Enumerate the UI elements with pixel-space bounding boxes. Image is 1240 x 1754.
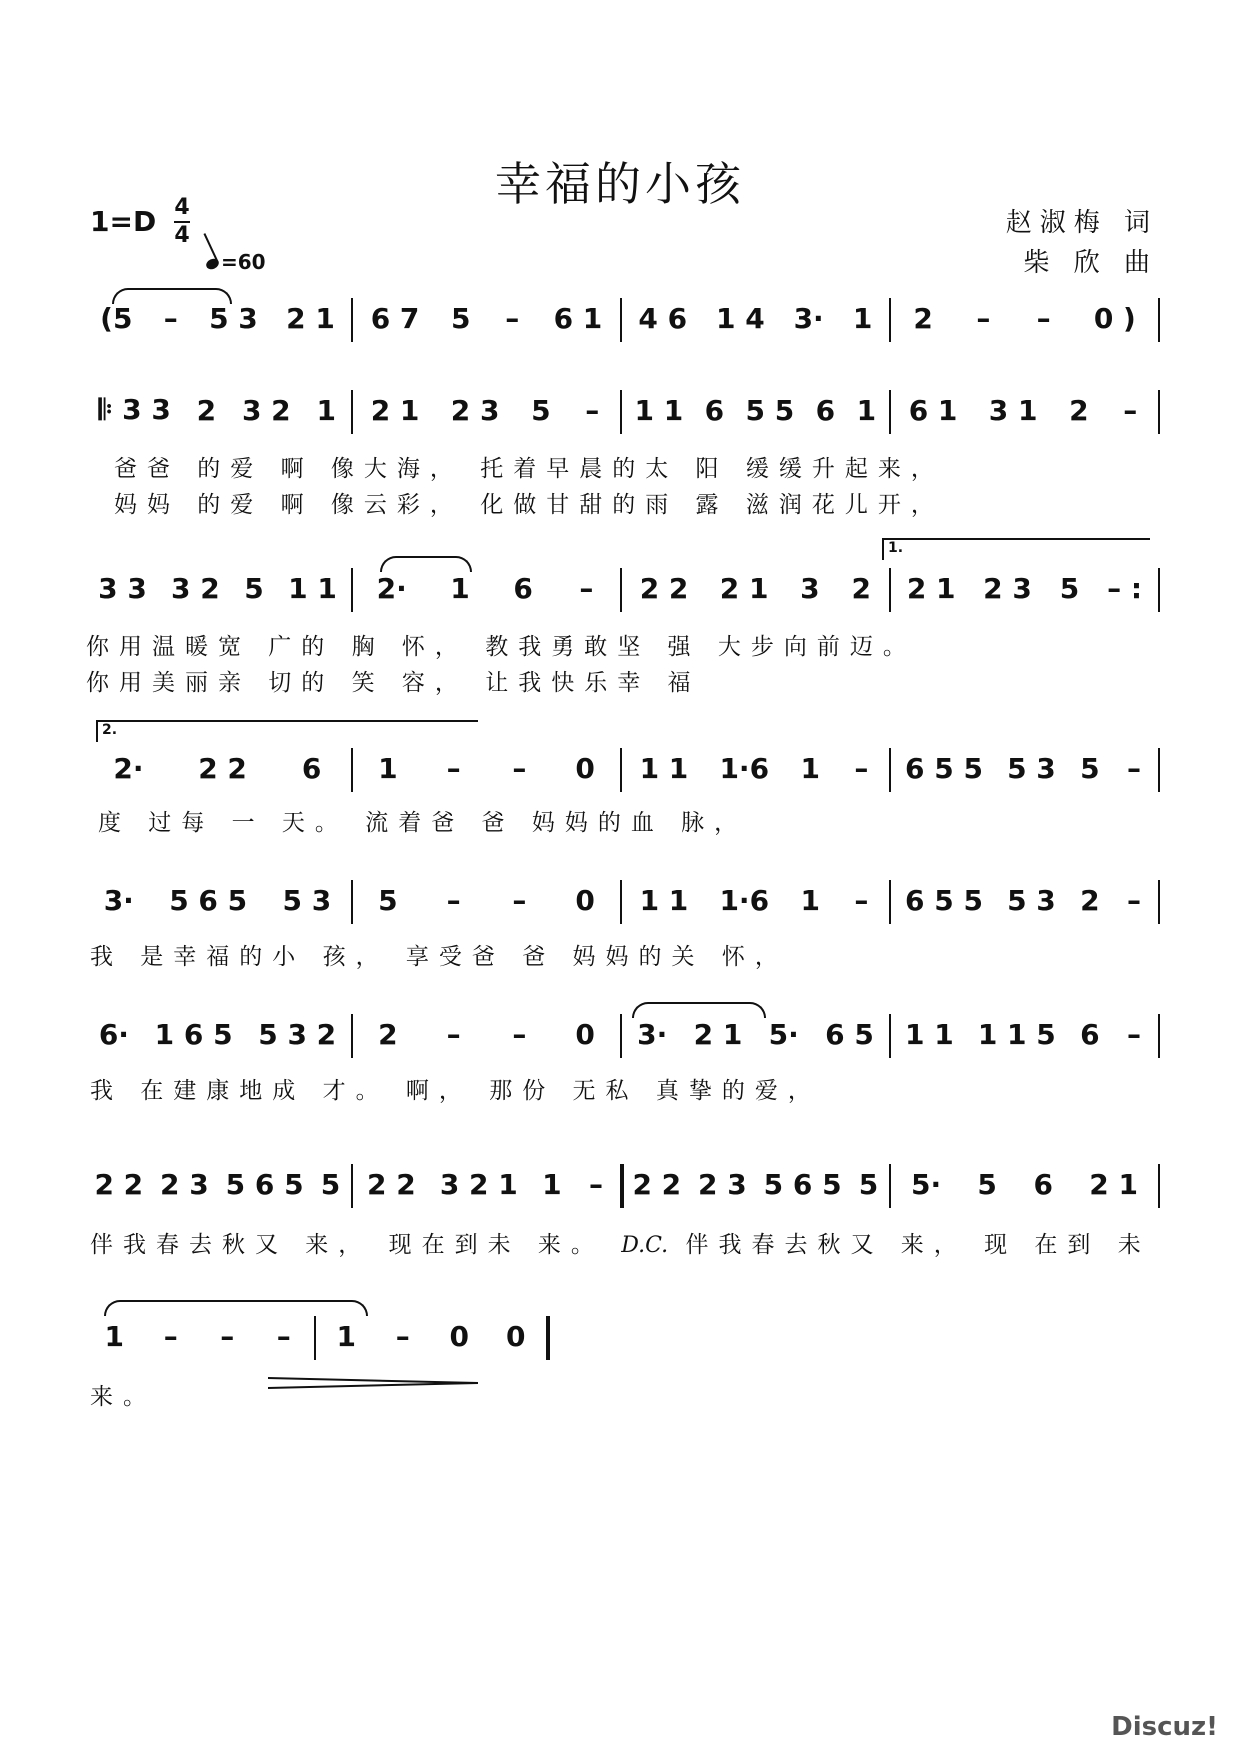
note: 6 1 xyxy=(908,393,958,427)
note: 6 xyxy=(815,393,836,427)
lyric-line: 我 是幸福的小 孩， 享受爸 爸 妈妈的关 怀， xyxy=(90,944,788,970)
key-signature: 1=D xyxy=(90,205,157,238)
note: 3 1 xyxy=(988,393,1038,427)
note: – xyxy=(854,751,869,785)
note: 0 xyxy=(449,1319,469,1353)
measure xyxy=(893,380,1156,440)
note: 2· xyxy=(376,571,407,605)
note: 6 xyxy=(704,393,725,427)
note: – xyxy=(1123,393,1138,427)
lyricist-credit: 赵淑梅 词 xyxy=(1005,208,1158,238)
note: 2 2 xyxy=(639,571,689,605)
barline xyxy=(889,568,891,612)
note: 0 ) xyxy=(1093,301,1136,335)
barline xyxy=(620,298,622,342)
tempo-marking: =60 xyxy=(206,250,266,274)
note: 6· xyxy=(98,1017,129,1051)
note: 5 xyxy=(378,883,398,917)
notation-line xyxy=(86,288,1162,348)
note: 6 xyxy=(513,571,533,605)
note: 2 1 xyxy=(719,571,769,605)
composer-credit: 柴 欣 曲 xyxy=(1023,248,1158,278)
final-barline xyxy=(546,1316,550,1360)
note: 5 xyxy=(244,571,264,605)
measure xyxy=(355,738,618,798)
note: 0 xyxy=(575,1017,595,1051)
note: 5 3 2 xyxy=(258,1017,337,1051)
measure xyxy=(893,1154,1156,1214)
note: 0 xyxy=(575,883,595,917)
decrescendo-mark xyxy=(268,1376,478,1390)
note: 5 3 xyxy=(1007,883,1056,917)
barline xyxy=(1158,298,1160,342)
note: 2 3 xyxy=(698,1167,747,1201)
note: 5 3 xyxy=(1007,751,1056,785)
note: – xyxy=(446,883,461,917)
note: 2 1 xyxy=(286,301,335,335)
lyric-line: 我 在建康地成 才。 啊， 那份 无私 真挚的爱， xyxy=(90,1078,821,1104)
notation-line xyxy=(86,738,1162,798)
measure xyxy=(355,1004,618,1064)
note: 3· xyxy=(103,883,134,917)
note: – xyxy=(1126,1017,1141,1051)
measure xyxy=(86,558,349,618)
note: 5 xyxy=(451,301,471,335)
note: 2 1 xyxy=(370,393,420,427)
notation-line xyxy=(86,558,1162,618)
barline xyxy=(1158,568,1160,612)
note: 2 1 xyxy=(906,571,956,605)
note: 2 1 xyxy=(1089,1167,1138,1201)
note: 1 xyxy=(104,1319,124,1353)
barline xyxy=(620,568,622,612)
note: 5 6 5 xyxy=(763,1167,842,1201)
measure xyxy=(86,1004,349,1064)
note: 1 xyxy=(852,301,873,335)
note: – xyxy=(505,301,520,335)
measure xyxy=(893,558,1156,618)
barline xyxy=(351,1164,353,1208)
lyric-line: 你用美丽亲 切的 笑 容， 让我快乐幸 福 xyxy=(86,670,701,696)
note: 2 2 xyxy=(94,1167,144,1201)
lyric-line: 度 过每 一 天。 流着爸 爸 妈妈的血 脉， xyxy=(98,810,748,836)
note: – xyxy=(854,883,869,917)
note: 2 xyxy=(378,1017,398,1051)
lyric-line: 妈妈 的爱 啊 像云彩， 化做甘甜的雨 露 滋润花儿开， xyxy=(114,492,944,518)
barline xyxy=(620,880,622,924)
note: – xyxy=(579,571,594,605)
barline xyxy=(351,390,353,434)
barline xyxy=(351,298,353,342)
note: – xyxy=(220,1319,235,1353)
barline xyxy=(889,1014,891,1058)
note: – xyxy=(512,883,527,917)
note: 1 1 xyxy=(905,1017,954,1051)
note: 3· xyxy=(793,301,824,335)
lyric-line: 来。 xyxy=(90,1384,156,1410)
measure xyxy=(624,288,887,348)
note: 2 xyxy=(913,301,933,335)
note: 2· xyxy=(113,751,144,785)
measure xyxy=(893,738,1156,798)
note: – xyxy=(163,1319,178,1353)
barline xyxy=(1158,1164,1160,1208)
volta-second-ending: 2. xyxy=(96,720,478,742)
note: – xyxy=(1036,301,1051,335)
note: 6 5 5 xyxy=(905,883,983,917)
note: 6 5 xyxy=(825,1017,874,1051)
note: 3 2 1 xyxy=(439,1167,518,1201)
note: 1 xyxy=(336,1319,356,1353)
note: – : xyxy=(1107,571,1143,605)
notation-line xyxy=(86,1004,1162,1064)
note: – xyxy=(446,1017,461,1051)
note: 5 xyxy=(1059,571,1080,605)
note: 0 xyxy=(506,1319,526,1353)
note: 0 xyxy=(575,751,595,785)
note: – xyxy=(163,301,178,335)
note: 1 1 xyxy=(634,393,684,427)
note: 2 1 xyxy=(693,1017,743,1051)
note: 3 2 xyxy=(241,393,291,427)
note: 5 xyxy=(1080,751,1100,785)
note: 1·6 xyxy=(719,751,770,785)
time-sig-top: 4 xyxy=(174,195,190,220)
barline xyxy=(351,880,353,924)
note: 1 xyxy=(450,571,470,605)
measure xyxy=(624,870,887,930)
volta-first-ending: 1. xyxy=(882,538,1150,560)
note: 6 xyxy=(1033,1167,1053,1201)
note: 1 xyxy=(800,883,820,917)
barline xyxy=(620,390,622,434)
note: 4 6 xyxy=(638,301,688,335)
notation-line xyxy=(86,380,1162,440)
measure xyxy=(355,870,618,930)
note: 3 2 xyxy=(171,571,220,605)
note: – xyxy=(588,1167,603,1201)
note: – xyxy=(1126,883,1141,917)
note: 1 xyxy=(856,393,877,427)
note: 5 xyxy=(320,1167,341,1201)
note: 1 xyxy=(542,1167,562,1201)
barline xyxy=(620,748,622,792)
watermark: Discuz! xyxy=(1111,1712,1218,1742)
measure xyxy=(893,870,1156,930)
note: 5 3 xyxy=(209,301,258,335)
note: 2 3 xyxy=(983,571,1032,605)
barline xyxy=(351,748,353,792)
note: – xyxy=(276,1319,291,1353)
time-sig-bottom: 4 xyxy=(174,223,190,248)
note: 5 6 5 xyxy=(225,1167,304,1201)
measure xyxy=(624,1154,887,1214)
note: 2 xyxy=(1069,393,1089,427)
note: 6 xyxy=(1080,1017,1100,1051)
note: 2 2 xyxy=(367,1167,416,1201)
note: 1 1 xyxy=(639,751,689,785)
note: 2 2 xyxy=(198,751,247,785)
note: 1 1 5 xyxy=(977,1017,1056,1051)
barline xyxy=(314,1316,316,1360)
note: 6 1 xyxy=(553,301,603,335)
note: 6 xyxy=(301,751,322,785)
barline xyxy=(889,1164,891,1208)
measure xyxy=(86,870,349,930)
time-signature xyxy=(174,196,190,248)
note: 6 5 5 xyxy=(905,751,983,785)
barline xyxy=(1158,748,1160,792)
barline xyxy=(889,390,891,434)
note: – xyxy=(1126,751,1141,785)
note: 𝄆 3 3 xyxy=(98,393,171,426)
note: 5 xyxy=(858,1167,879,1201)
measure xyxy=(624,738,887,798)
measure xyxy=(86,380,349,440)
note: 3 3 xyxy=(98,571,147,605)
note: 1·6 xyxy=(719,883,770,917)
note: 1 xyxy=(378,751,398,785)
measure xyxy=(355,288,618,348)
tie xyxy=(112,288,232,304)
barline xyxy=(889,298,891,342)
note: 3· xyxy=(637,1017,668,1051)
note: – xyxy=(446,751,461,785)
measure xyxy=(355,1154,618,1214)
tie xyxy=(380,556,472,572)
notation-line xyxy=(86,1154,1162,1214)
notation-line xyxy=(86,870,1162,930)
barline xyxy=(1158,390,1160,434)
note: 1 1 xyxy=(639,883,689,917)
note: 1 4 xyxy=(716,301,765,335)
note: – xyxy=(585,393,600,427)
barline xyxy=(1158,880,1160,924)
note: – xyxy=(976,301,991,335)
barline xyxy=(351,1014,353,1058)
barline xyxy=(1158,1014,1160,1058)
note: 1 xyxy=(316,393,336,427)
song-title: 幸福的小孩 xyxy=(495,157,745,211)
barline xyxy=(351,568,353,612)
note: 2 xyxy=(1080,883,1100,917)
measure xyxy=(893,288,1156,348)
note: – xyxy=(512,751,527,785)
note: 5· xyxy=(768,1017,799,1051)
measure xyxy=(624,558,887,618)
da-capo-mark: D.C. xyxy=(621,1233,669,1258)
note: 3 xyxy=(800,571,820,605)
measure xyxy=(86,1154,349,1214)
note: 6 7 xyxy=(370,301,420,335)
lyric-line: 爸爸 的爱 啊 像大海， 托着早晨的太 阳 缓缓升起来， xyxy=(114,456,944,482)
note: 5· xyxy=(911,1167,942,1201)
note: 1 xyxy=(800,751,820,785)
note: – xyxy=(395,1319,410,1353)
measure xyxy=(355,380,618,440)
measure xyxy=(86,738,349,798)
note: 1 1 xyxy=(288,571,337,605)
note: 2 xyxy=(851,571,872,605)
quarter-note-icon xyxy=(204,257,220,272)
note: 5 xyxy=(531,393,551,427)
note: 2 2 xyxy=(632,1167,682,1201)
barline xyxy=(620,1014,622,1058)
tie xyxy=(104,1300,368,1316)
lyric-line: 伴我春去秋又 来， 现在到未 来。 D.C. 伴我春去秋又 来， 现 在到 未 xyxy=(90,1232,1151,1258)
note: 5 5 xyxy=(745,393,795,427)
barline xyxy=(889,880,891,924)
note: 2 3 xyxy=(160,1167,209,1201)
note: 2 xyxy=(196,393,217,427)
measure xyxy=(624,380,887,440)
note: 2 3 xyxy=(450,393,500,427)
lyric-line: 你用温暖宽 广的 胸 怀， 教我勇敢坚 强 大步向前迈。 xyxy=(86,634,916,660)
note: 1 6 5 xyxy=(154,1017,233,1051)
measure xyxy=(893,1004,1156,1064)
barline xyxy=(889,748,891,792)
tie xyxy=(632,1002,766,1018)
note: 5 6 5 xyxy=(169,883,248,917)
note: – xyxy=(512,1017,527,1051)
note: 5 3 xyxy=(282,883,332,917)
note: (5 xyxy=(100,301,133,335)
note: 5 xyxy=(977,1167,997,1201)
